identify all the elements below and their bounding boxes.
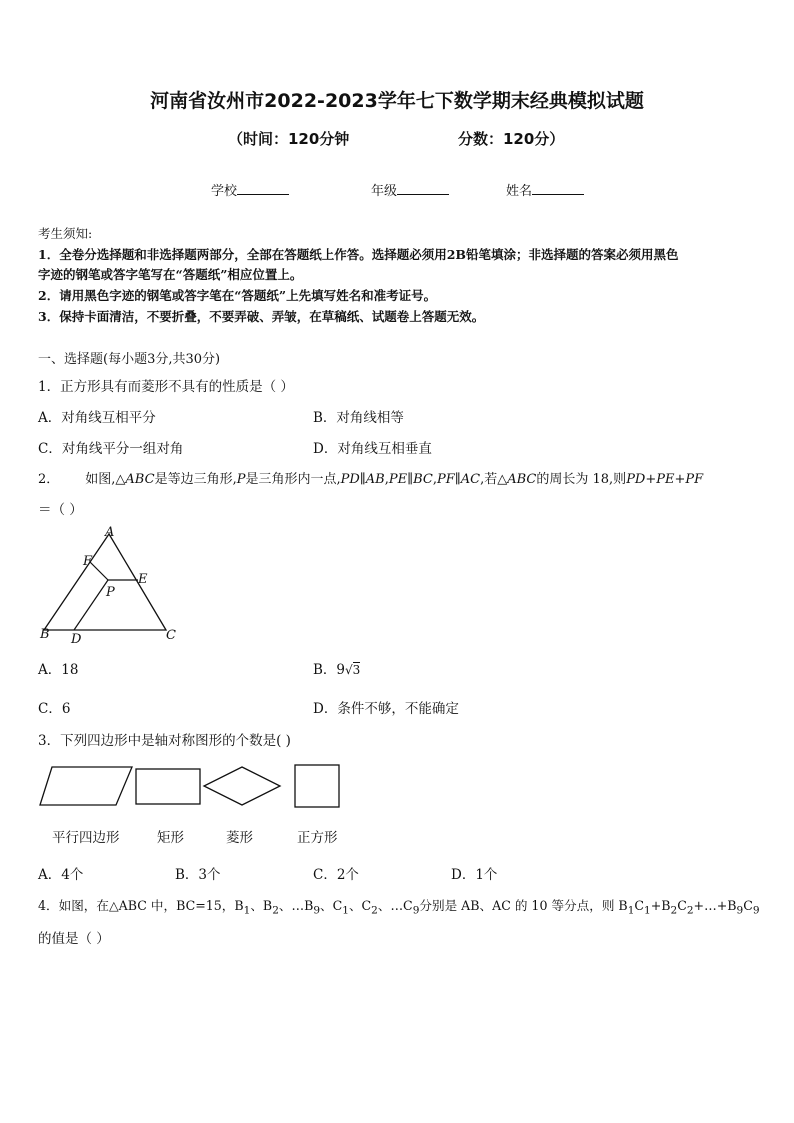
q3-option-d[interactable]: D．1个: [451, 867, 498, 883]
q2-option-b-text: B．9: [313, 662, 346, 678]
quadrilaterals-figure: [36, 760, 348, 812]
q4-text: C: [743, 898, 753, 913]
parallelogram-shape: [40, 767, 132, 805]
q1-option-d[interactable]: D．对角线互相垂直: [313, 441, 432, 457]
q2-number: 2．: [38, 472, 60, 487]
q2-var: PD+PE+PF: [626, 472, 704, 487]
q3-option-a[interactable]: A．4个: [38, 867, 84, 883]
q4-sub: 2: [670, 904, 678, 917]
q4-sub: 9: [313, 904, 321, 917]
notice-heading: 考生须知:: [38, 226, 93, 241]
q4-text: 4．如图，在△ABC 中，BC=15，B: [38, 898, 244, 913]
notice-item-3: 3．保持卡面清洁，不要折叠，不要弄破、弄皱，在草稿纸、试题卷上答题无效。: [38, 309, 485, 324]
rhombus-shape: [204, 767, 280, 805]
q4-sub: 1: [243, 904, 251, 917]
label-c: C: [166, 628, 176, 643]
triangle-figure: [34, 522, 184, 644]
q3-stem: 3．下列四边形中是轴对称图形的个数是( ): [38, 733, 291, 749]
segment-pd: [74, 580, 108, 630]
q2-text: △: [115, 472, 126, 487]
q4-sub: 9: [736, 904, 744, 917]
name-label: 姓名: [506, 184, 533, 199]
notice-item-2: 2．请用黑色字迹的钢笔或答字笔在“答题纸”上先填写姓名和准考证号。: [38, 288, 437, 303]
label-d: D: [71, 632, 82, 644]
q2-text: ,: [432, 472, 437, 487]
notice-item-1-cont: 字迹的钢笔或答字笔写在“答题纸”相应位置上。: [38, 267, 303, 282]
shape-label-square: 正方形: [297, 830, 338, 846]
shape-label-rectangle: 矩形: [157, 830, 184, 846]
q4-sub: 1: [342, 904, 349, 917]
q4-stem: [38, 895, 760, 917]
shape-label-parallelogram: 平行四边形: [52, 830, 120, 846]
name-blank[interactable]: [532, 182, 584, 195]
q4-sub: 9: [412, 904, 420, 917]
segment-pf: [90, 562, 108, 580]
time-label: （时间：120分钟: [228, 130, 350, 148]
q3-option-b[interactable]: B．3个: [175, 867, 221, 883]
q1-option-b[interactable]: B．对角线相等: [313, 410, 404, 426]
school-field[interactable]: [211, 180, 289, 199]
q4-text: 、C: [320, 898, 343, 913]
label-p: P: [106, 585, 115, 600]
q4-sub: 2: [686, 904, 694, 917]
q2-text: 的周长为 18,则: [536, 472, 627, 487]
q2-option-c[interactable]: C．6: [38, 701, 71, 717]
shape-label-rhombus: 菱形: [226, 830, 253, 846]
grade-label: 年级: [371, 184, 398, 199]
page-title: 河南省汝州市2022-2023学年七下数学期末经典模拟试题: [150, 90, 644, 112]
q2-text: 是等边三角形,: [154, 472, 237, 487]
q4-sub: 9: [752, 904, 760, 917]
grade-field[interactable]: [371, 180, 449, 199]
q4-text: 、B: [250, 898, 273, 913]
triangle-abc: [44, 534, 166, 630]
rectangle-shape: [136, 769, 200, 804]
q1-stem: 1．正方形具有而菱形不具有的性质是（ ）: [38, 379, 294, 395]
q2-var: PD∥AB: [340, 472, 385, 487]
name-field[interactable]: [506, 180, 584, 199]
q1-option-c[interactable]: C．对角线平分一组对角: [38, 441, 184, 457]
q4-text: C: [677, 898, 687, 913]
q4-text: +…+B: [693, 898, 737, 913]
score-label: 分数：120分）: [458, 130, 565, 148]
q2-var: ABC: [125, 472, 155, 487]
q2-option-b-radicand: 3: [352, 663, 361, 677]
q2-var: P: [236, 472, 246, 487]
q4-sub: 2: [272, 904, 279, 917]
q2-option-b[interactable]: [313, 658, 360, 678]
label-e: E: [138, 572, 148, 587]
section-heading: 一、选择题(每小题3分,共30分): [38, 352, 221, 367]
q2-stem-line2: ＝（ ）: [38, 502, 83, 518]
label-b: B: [40, 627, 50, 642]
q1-option-a[interactable]: A．对角线互相平分: [38, 410, 156, 426]
q4-text: +B: [650, 898, 671, 913]
q2-text: 是三角形内一点,: [245, 472, 341, 487]
q2-option-d[interactable]: D．条件不够，不能确定: [313, 701, 459, 717]
q2-text: 如图,: [85, 472, 116, 487]
q4-text: 、…B: [278, 898, 314, 913]
q3-option-c[interactable]: C．2个: [313, 867, 359, 883]
q2-var: △ABC: [497, 472, 537, 487]
q4-stem-line2: 的值是（ ）: [38, 931, 110, 947]
grade-blank[interactable]: [397, 182, 449, 195]
school-label: 学校: [211, 184, 238, 199]
q4-text: 、C: [348, 898, 372, 913]
q4-sub: 2: [371, 904, 378, 917]
label-a: A: [105, 525, 115, 540]
q2-stem: [38, 468, 703, 487]
school-blank[interactable]: [237, 182, 289, 195]
q2-var: PE∥BC: [388, 472, 433, 487]
q2-text: ,若: [480, 472, 498, 487]
q2-text: ,: [384, 472, 389, 487]
q4-text: 分别是 AB、AC 的 10 等分点，则 B: [419, 898, 628, 913]
sqrt-icon: √: [345, 663, 353, 677]
q4-text: C: [634, 898, 645, 913]
q4-sub: 1: [644, 904, 651, 917]
notice-item-1: 1．全卷分选择题和非选择题两部分，全部在答题纸上作答。选择题必须用2B铅笔填涂；非选择题的答案必须用黑色: [38, 247, 679, 262]
q2-var: PF∥AC: [436, 472, 481, 487]
q2-option-a[interactable]: A．18: [38, 662, 79, 678]
square-shape: [295, 765, 339, 807]
label-f: F: [83, 554, 93, 569]
q4-sub: 1: [627, 904, 635, 917]
q4-text: 、…C: [377, 898, 413, 913]
